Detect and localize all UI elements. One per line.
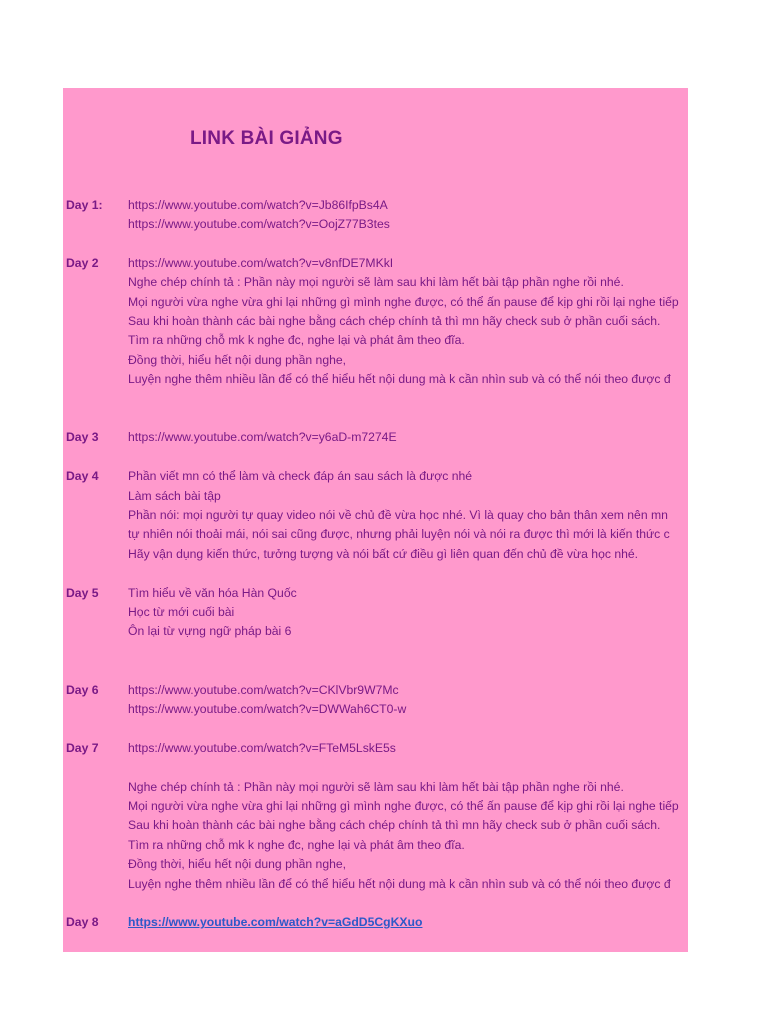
instruction-text: Phần viết mn có thể làm và check đáp án sau sách là được nhé <box>128 469 473 484</box>
lesson-row <box>63 448 688 467</box>
day-label: Day 1: <box>66 197 103 212</box>
lesson-row <box>63 564 688 583</box>
lesson-row <box>63 254 688 273</box>
lesson-row <box>63 622 688 641</box>
lesson-row <box>63 603 688 622</box>
lesson-row <box>63 467 688 486</box>
lesson-row <box>63 234 688 253</box>
instruction-text: Sau khi hoàn thành các bài nghe bằng cách chép chính tả thì mn hãy check sub ở phần cuối sách. <box>128 818 661 833</box>
lesson-row <box>63 894 688 913</box>
lesson-row <box>63 700 688 719</box>
lesson-row <box>63 642 688 661</box>
video-url: https://www.youtube.com/watch?v=CKlVbr9W7Mc <box>128 682 399 697</box>
lesson-row <box>63 487 688 506</box>
instruction-text: Ôn lại từ vựng ngữ pháp bài 6 <box>128 624 292 639</box>
lesson-row <box>63 331 688 350</box>
lesson-row <box>63 816 688 835</box>
lesson-row <box>63 428 688 447</box>
lesson-row <box>63 836 688 855</box>
instruction-text: Tìm ra những chỗ mk k nghe đc, nghe lại và phát âm theo đĩa. <box>128 333 465 348</box>
day-label: Day 5 <box>66 585 99 600</box>
video-url: https://www.youtube.com/watch?v=OojZ77B3tes <box>128 216 390 231</box>
lesson-row <box>63 370 688 389</box>
lesson-row <box>63 545 688 564</box>
lesson-row <box>63 875 688 894</box>
lesson-row <box>63 584 688 603</box>
video-url: https://www.youtube.com/watch?v=Jb86IfpBs4A <box>128 197 388 212</box>
instruction-text: Mọi người vừa nghe vừa ghi lại những gì mình nghe được, có thể ấn pause để kịp ghi rồi lại nghe tiếp <box>128 798 679 813</box>
lesson-row <box>63 797 688 816</box>
day-label: Day 4 <box>66 469 99 484</box>
video-hyperlink[interactable]: https://www.youtube.com/watch?v=aGdD5CgKXuo <box>128 915 423 930</box>
lesson-row <box>63 409 688 428</box>
lesson-row <box>63 506 688 525</box>
lesson-row <box>63 196 688 215</box>
day-label: Day 6 <box>66 682 99 697</box>
day-label: Day 2 <box>66 255 99 270</box>
instruction-text: Đồng thời, hiểu hết nội dung phần nghe, <box>128 857 347 872</box>
lesson-row <box>63 758 688 777</box>
lesson-sheet <box>63 88 688 952</box>
lesson-row <box>63 719 688 738</box>
lesson-row <box>63 661 688 680</box>
lesson-row <box>63 215 688 234</box>
lesson-row <box>63 778 688 797</box>
instruction-text: Đồng thời, hiểu hết nội dung phần nghe, <box>128 352 347 367</box>
lesson-row <box>63 293 688 312</box>
instruction-text: Sau khi hoàn thành các bài nghe bằng cách chép chính tả thì mn hãy check sub ở phần cuối sách. <box>128 313 661 328</box>
lesson-row <box>63 739 688 758</box>
instruction-text: Học từ mới cuối bài <box>128 604 235 619</box>
lesson-row <box>63 681 688 700</box>
lesson-row <box>63 273 688 292</box>
instruction-text: Hãy vận dụng kiến thức, tưởng tượng và nói bất cứ điều gì liên quan đến chủ đề vừa học nhé. <box>128 546 639 561</box>
video-url: https://www.youtube.com/watch?v=v8nfDE7MKkI <box>128 255 394 270</box>
instruction-text: Làm sách bài tập <box>128 488 221 503</box>
lesson-row <box>63 351 688 370</box>
instruction-text: Luyện nghe thêm nhiều lần để có thể hiểu hết nội dung mà k cần nhìn sub và có thể nói theo được đ <box>128 876 671 891</box>
page-title: LINK BÀI GIẢNG <box>190 128 343 149</box>
lesson-row <box>63 913 688 932</box>
video-url: https://www.youtube.com/watch?v=DWWah6CT0-w <box>128 701 407 716</box>
instruction-text: Tìm ra những chỗ mk k nghe đc, nghe lại và phát âm theo đĩa. <box>128 837 465 852</box>
instruction-text: Mọi người vừa nghe vừa ghi lại những gì mình nghe được, có thể ấn pause để kịp ghi rồi lại nghe tiếp <box>128 294 679 309</box>
video-url: https://www.youtube.com/watch?v=y6aD-m7274E <box>128 430 397 445</box>
instruction-text: Nghe chép chính tả : Phần này mọi người sẽ làm sau khi làm hết bài tập phần nghe rồi nhé. <box>128 275 624 290</box>
lesson-row <box>63 312 688 331</box>
day-label: Day 8 <box>66 915 99 930</box>
instruction-text: Phần nói: mọi người tự quay video nói về chủ đề vừa học nhé. Vì là quay cho bản thân xem nên mn <box>128 507 668 522</box>
video-url: https://www.youtube.com/watch?v=FTeM5LskE5s <box>128 740 396 755</box>
day-label: Day 7 <box>66 740 99 755</box>
instruction-text: Luyện nghe thêm nhiều lần để có thể hiểu hết nội dung mà k cần nhìn sub và có thể nói theo được đ <box>128 372 671 387</box>
lesson-row <box>63 390 688 409</box>
instruction-text: tự nhiên nói thoải mái, nói sai cũng được, nhưng phải luyện nói và nói ra được thì mới là kiến thức c <box>128 527 670 542</box>
day-label: Day 3 <box>66 430 99 445</box>
lesson-row <box>63 855 688 874</box>
instruction-text: Nghe chép chính tả : Phần này mọi người sẽ làm sau khi làm hết bài tập phần nghe rồi nhé. <box>128 779 624 794</box>
instruction-text: Tìm hiểu về văn hóa Hàn Quốc <box>128 585 297 600</box>
lesson-row <box>63 525 688 544</box>
